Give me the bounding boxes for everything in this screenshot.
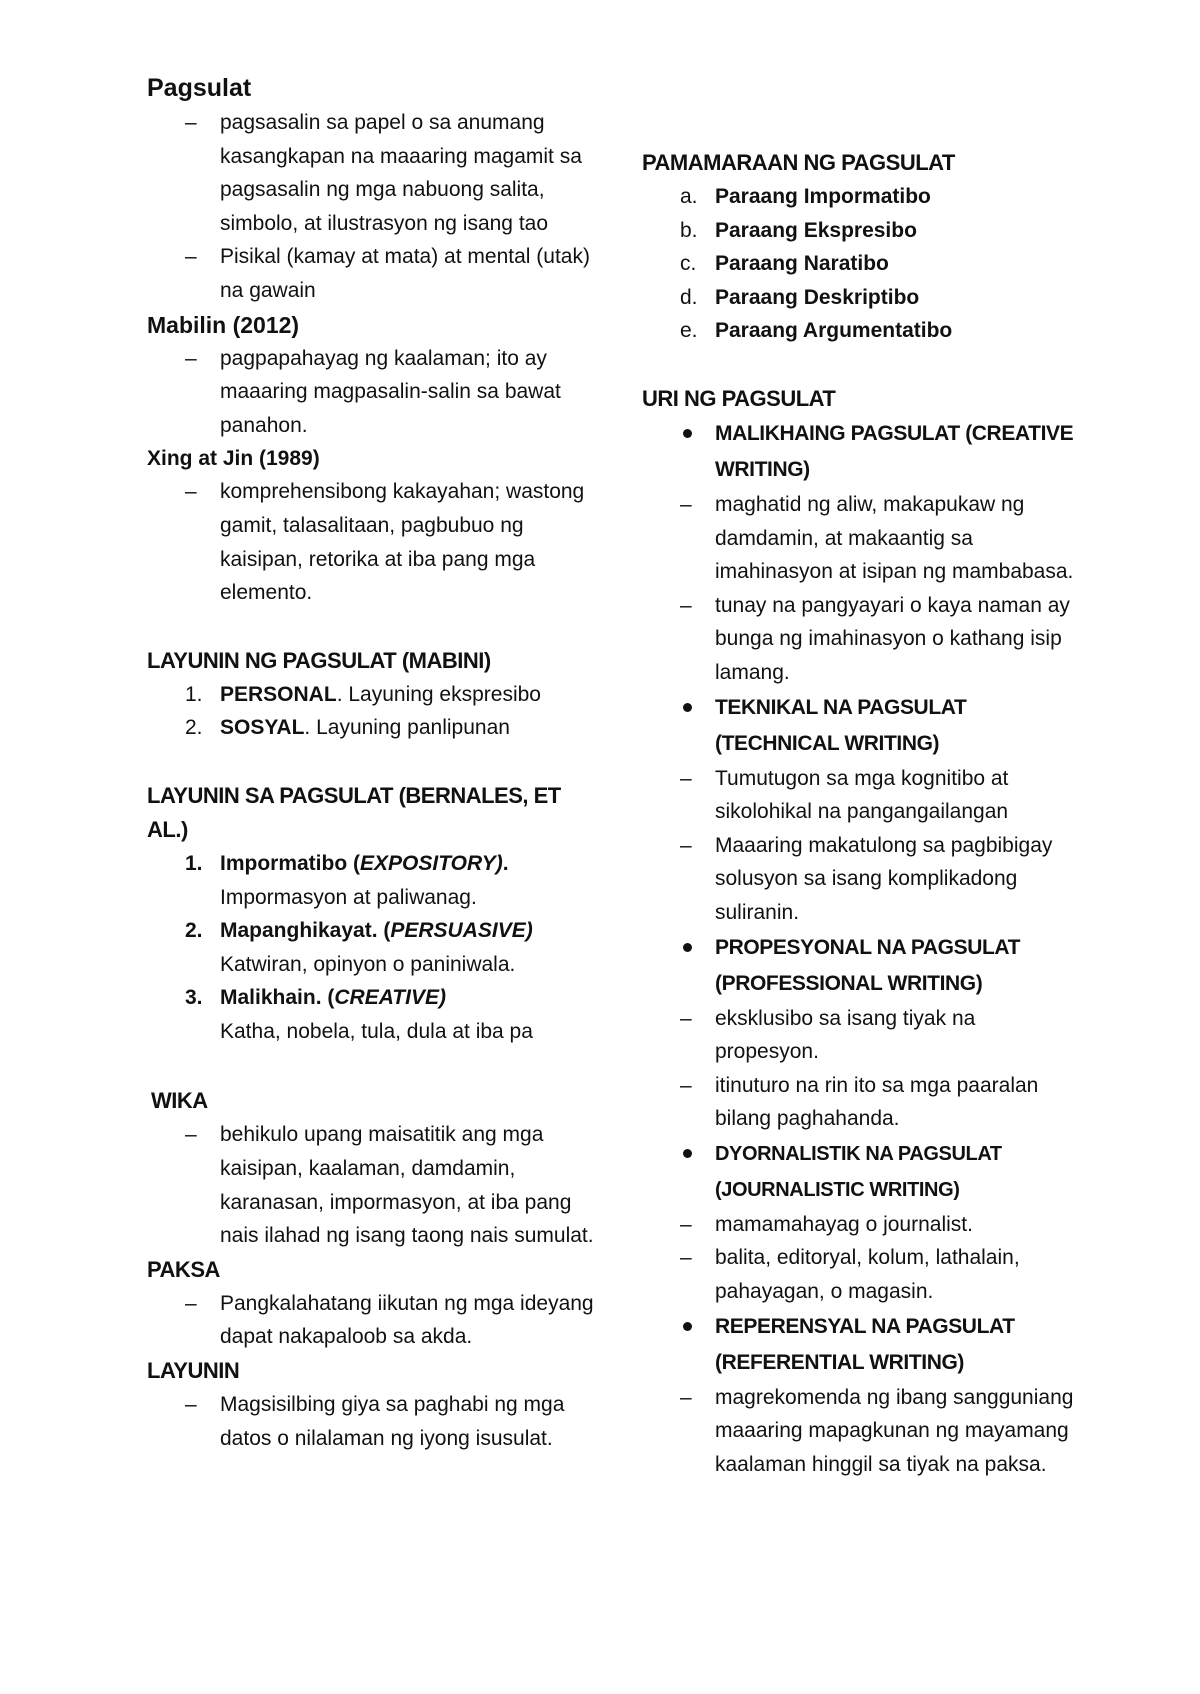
list-item: – Pangkalahatang iikutan ng mga ideyang dapat nakapaloob sa akda. bbox=[185, 1291, 594, 1349]
heading-xing: Xing at Jin (1989) bbox=[147, 447, 320, 471]
heading-pagsulat: Pagsulat bbox=[147, 74, 252, 102]
list-item: 2. Mapanghikayat. (PERSUASIVE) Katwiran, opinyon o paniniwala. bbox=[185, 919, 533, 976]
bullet-icon bbox=[683, 429, 692, 438]
list-item: 1. PERSONAL. Layuning ekspresibo bbox=[185, 682, 541, 706]
list-item: 2. SOSYAL. Layuning panlipunan bbox=[185, 716, 510, 740]
list-item: d. Paraang Deskriptibo bbox=[680, 285, 920, 309]
bullet-heading: DYORNALISTIK NA PAGSULAT (JOURNALISTIC WRITING) bbox=[642, 1136, 1082, 1208]
list-item: – eksklusibo sa isang tiyak na propesyon. bbox=[680, 1006, 976, 1064]
list-item: e. Paraang Argumentatibo bbox=[680, 319, 953, 343]
list-item: – mamamahayag o journalist. bbox=[680, 1212, 973, 1236]
bullet-heading: PROPESYONAL NA PAGSULAT (PROFESSIONAL WRITING) bbox=[642, 930, 1082, 1002]
heading-mabilin: Mabilin (2012) bbox=[147, 311, 300, 338]
heading-wika: WIKA bbox=[151, 1088, 208, 1114]
bullet-icon bbox=[683, 1322, 692, 1331]
list-item: a. Paraang Impormatibo bbox=[680, 185, 931, 208]
bullet-icon bbox=[683, 703, 692, 712]
list-item: – pagpapahayag ng kaalaman; ito ay maaaring magpasalin-salin sa bawat panahon. bbox=[185, 346, 561, 437]
list-item: – komprehensibong kakayahan; wastong gamit, talasalitaan, pagbubuo ng kaisipan, retorika at iba pang mga elemento. bbox=[185, 480, 585, 605]
list-item: – Tumutugon sa mga kognitibo at sikolohikal na pangangailangan bbox=[680, 766, 1009, 824]
list-item: – Magsisilbing giya sa paghabi ng mga datos o nilalaman ng iyong isusulat. bbox=[185, 1393, 565, 1450]
list-item: – Pisikal (kamay at mata) at mental (utak) na gawain bbox=[185, 245, 590, 302]
right-column bbox=[642, 146, 1082, 1481]
list-item: – balita, editoryal, kolum, lathalain, pahayagan, o magasin. bbox=[680, 1246, 1020, 1304]
heading-pamamaraan: PAMAMARAAN NG PAGSULAT bbox=[642, 150, 955, 175]
bullet-heading: MALIKHAING PAGSULAT (CREATIVE WRITING) bbox=[642, 416, 1082, 488]
list-item: – maghatid ng aliw, makapukaw ng damdamin, at makaantig sa imahinasyon at isipan ng mambabasa. bbox=[680, 492, 1074, 584]
list-item: – tunay na pangyayari o kaya naman ay bunga ng imahinasyon o kathang isip lamang. bbox=[680, 593, 1070, 684]
list-item: – Maaaring makatulong sa pagbibigay solusyon sa isang komplikadong suliranin. bbox=[680, 833, 1053, 924]
bullet-icon bbox=[683, 1149, 692, 1158]
heading-layunin: LAYUNIN bbox=[147, 1358, 240, 1384]
heading-layunin-bernales: LAYUNIN SA PAGSULAT (BERNALES, ET AL.) bbox=[147, 782, 561, 842]
heading-layunin-mabini: LAYUNIN NG PAGSULAT (MABINI) bbox=[147, 647, 491, 673]
list-item: 3. Malikhain. (CREATIVE) Katha, nobela, tula, dula at iba pa bbox=[185, 986, 533, 1043]
list-item: – pagsasalin sa papel o sa anumang kasangkapan na maaaring magamit sa pagsasalin ng mga nabuong salita, simbolo, at ilustrasyon ng isang tao bbox=[185, 111, 582, 235]
bullet-heading: REPERENSYAL NA PAGSULAT (REFERENTIAL WRITING) bbox=[642, 1309, 1082, 1381]
left-column bbox=[147, 70, 597, 1455]
bullet-icon bbox=[683, 943, 692, 952]
list-item: – itinuturo na rin ito sa mga paaralan bilang paghahanda. bbox=[680, 1073, 1039, 1131]
list-item: – magrekomenda ng ibang sangguniang maaaring mapagkunan ng mayamang kaalaman hinggil sa tiyak na paksa. bbox=[680, 1385, 1074, 1476]
heading-uri: URI NG PAGSULAT bbox=[642, 385, 836, 411]
list-item: b. Paraang Ekspresibo bbox=[680, 218, 917, 242]
list-item: – behikulo upang maisatitik ang mga kaisipan, kaalaman, damdamin, karanasan, impormasyon, at iba pang nais ilahad ng isang taong nais sumulat. bbox=[185, 1123, 594, 1248]
heading-paksa: PAKSA bbox=[147, 1256, 220, 1282]
list-item: c. Paraang Naratibo bbox=[680, 252, 889, 276]
list-item: 1. Impormatibo (EXPOSITORY). Impormasyon at paliwanag. bbox=[185, 851, 509, 909]
bullet-heading: TEKNIKAL NA PAGSULAT (TECHNICAL WRITING) bbox=[642, 690, 1082, 762]
